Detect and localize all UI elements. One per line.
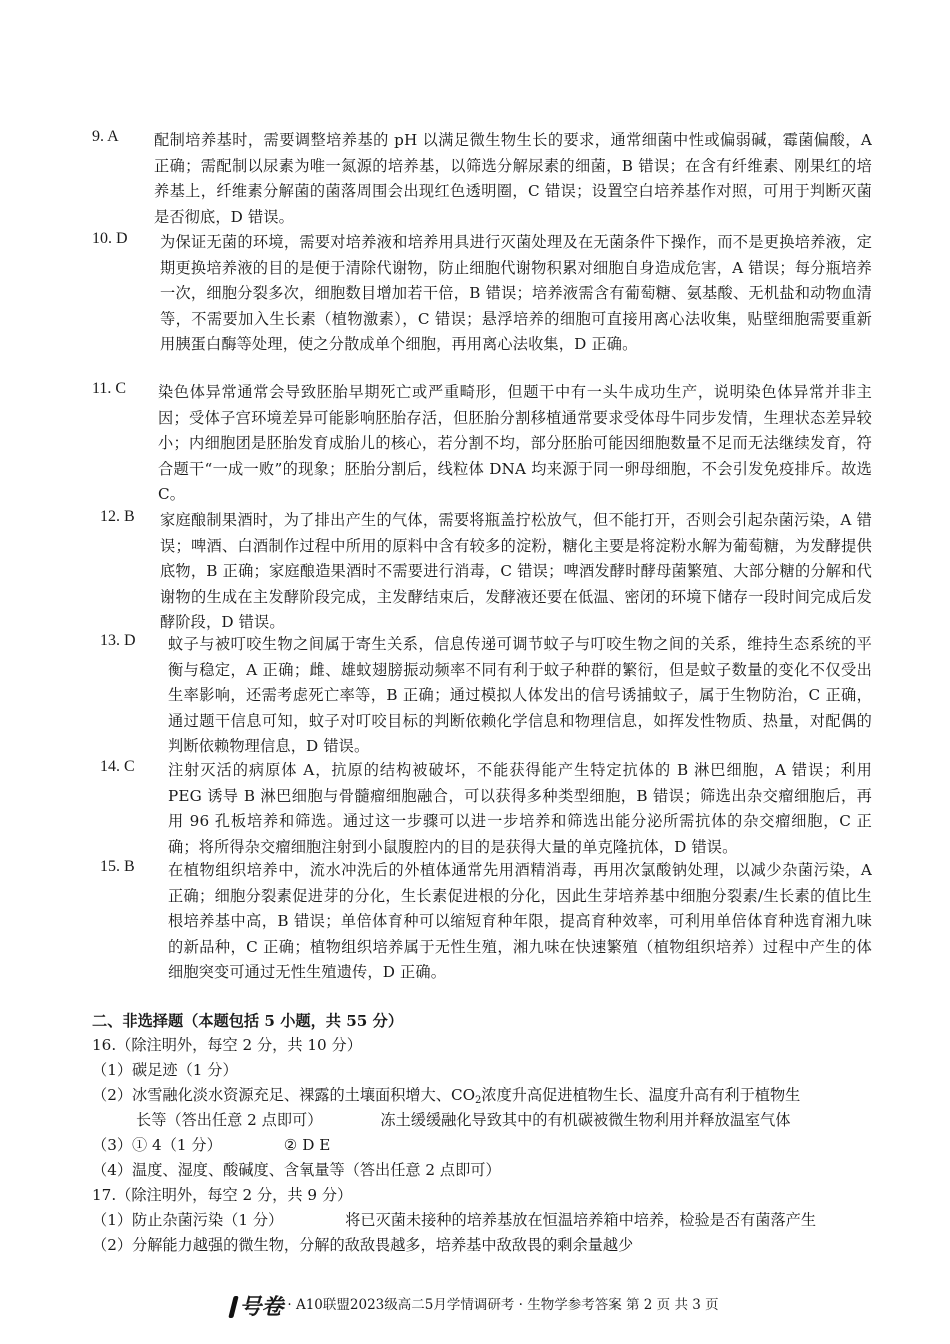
answer-number: 10. D: [92, 230, 128, 247]
q16-part2-line2: [136, 1108, 916, 1134]
logo-mark-icon: [229, 1296, 239, 1318]
answer-number: 12. B: [100, 508, 135, 525]
page-footer: [0, 1290, 950, 1321]
answer-11: [92, 380, 872, 508]
q17-part1: [92, 1208, 872, 1234]
answer-explanation: 蚊子与被叮咬生物之间属于寄生关系，信息传递可调节蚊子与叮咬生物之间的关系，维持生态系统的平衡与稳定，A 正确；雌、雄蚊翅膀振动频率不同有利于蚊子种群的繁衍，但是蚊子数量的变化不仅受出生率影响，还需考虑死亡率等，B 正确；通过模拟人体发出的信号诱捕蚊子，属于生物防治，C 正确，通过题干信息可知，蚊子对叮咬目标的判断依赖化学信息和物理信息，如挥发性物质、热量，对配偶的判断依赖物理信息，D 错误。: [168, 635, 872, 756]
q16-part2-text-b: 浓度升高促进植物生长、温度升高有利于植物生: [481, 1086, 801, 1104]
q16-part4: （4）温度、湿度、酸碱度、含氧量等（答出任意 2 点即可）: [92, 1161, 501, 1179]
q16-part3-a: （3）① 4（1 分）: [92, 1136, 222, 1154]
brand-logo: [231, 1290, 283, 1321]
answer-12: [92, 508, 872, 636]
q16-part3-b: ② D E: [283, 1136, 331, 1154]
q16-part3: [92, 1133, 872, 1159]
answer-explanation: 家庭酿制果酒时，为了排出产生的气体，需要将瓶盖拧松放气，但不能打开，否则会引起杂菌污染，A 错误；啤酒、白酒制作过程中所用的原料中含有较多的淀粉，糖化主要是将淀粉水解为葡萄糖，为发酵提供底物，B 正确；家庭酿造果酒时不需要进行消毒，C 错误；啤酒发酵时酵母菌繁殖、大部分糖的分解和代谢物的生成在主发酵阶段完成，主发酵结束后，发酵液还要在低温、密闭的环境下储存一段时间完成后发酵阶段，D 错误。: [160, 511, 872, 632]
answer-explanation: 为保证无菌的环境，需要对培养液和培养用具进行灭菌处理及在无菌条件下操作，而不是更换培养液，定期更换培养液的目的是便于清除代谢物，防止细胞代谢物积累对细胞自身造成危害，A 错误；每分瓶培养一次，细胞分裂多次，细胞数目增加若干倍，B 错误；培养液需含有葡萄糖、氨基酸、无机盐和动物血清等，不需要加入生长素（植物激素），C 错误；悬浮培养的细胞可直接用离心法收集，贴壁细胞需要重新用胰蛋白酶等处理，使之分散成单个细胞，再用离心法收集，D 正确。: [160, 233, 872, 354]
q16-part1: （1）碳足迹（1 分）: [92, 1061, 238, 1079]
q17-title: 17.（除注明外，每空 2 分，共 9 分）: [92, 1186, 353, 1204]
logo-text: 号卷: [239, 1294, 284, 1320]
section-heading: 二、非选择题（本题包括 5 小题，共 55 分）: [92, 1012, 404, 1030]
q17-part2: （2）分解能力越强的微生物，分解的敌敌畏越多，培养基中敌敌畏的剩余量越少: [92, 1236, 634, 1254]
answer-14: [92, 758, 872, 860]
answer-explanation: 在植物组织培养中，流水冲洗后的外植体通常先用酒精消毒，再用次氯酸钠处理，以减少杂菌污染，A 正确；细胞分裂素促进芽的分化，生长素促进根的分化，因此生芽培养基中细胞分裂素/生长素的值比生根培养基中高，B 错误；单倍体育种可以缩短育种年限，提高育种效率，可利用单倍体育种选育湘九味的新品种，C 正确；植物组织培养属于无性生殖，湘九味在快速繁殖（植物组织培养）过程中产生的体细胞突变可通过无性生殖遗传，D 正确。: [168, 861, 872, 982]
co2-subscript: 2: [475, 1095, 482, 1106]
answer-15: [92, 858, 872, 986]
q17-part1-b: 将已灭菌未接种的培养基放在恒温培养箱中培养，检验是否有菌落产生: [345, 1211, 817, 1229]
q16-part2-text-a: （2）冰雪融化淡水资源充足、裸露的土壤面积增大、CO: [92, 1086, 476, 1104]
answer-explanation: 注射灭活的病原体 A，抗原的结构被破坏，不能获得能产生特定抗体的 B 淋巴细胞，A 错误；利用 PEG 诱导 B 淋巴细胞与骨髓瘤细胞融合，可以获得多种类型细胞，B 错误；筛选出杂交瘤细胞后，再用 96 孔板培养和筛选。通过这一步骤可以进一步培养和筛选出能分泌所需抗体的杂交瘤细胞，C 正确；将所得杂交瘤细胞注射到小鼠腹腔内的目的是获得大量的单克隆抗体，D 错误。: [168, 761, 872, 856]
answer-explanation: 配制培养基时，需要调整培养基的 pH 以满足微生物生长的要求，通常细菌中性或偏弱碱，霉菌偏酸，A 正确；需配制以尿素为唯一氮源的培养基，以筛选分解尿素的细菌，B 错误；在含有纤维素、刚果红的培养基上，纤维素分解菌的菌落周围会出现红色透明圈，C 错误；设置空白培养基作对照，可用于判断灭菌是否彻底，D 错误。: [154, 131, 872, 226]
answer-explanation: 染色体异常通常会导致胚胎早期死亡或严重畸形，但题干中有一头牛成功生产，说明染色体异常并非主因；受体子宫环境差异可能影响胚胎存活，但胚胎分割移植通常要求受体母牛同步发情，生理状态差异较小；内细胞团是胚胎发育成胎儿的核心，若分割不均，部分胚胎可能因细胞数量不足而无法继续发育，符合题干“一成一败”的现象；胚胎分割后，线粒体 DNA 均来源于同一卵母细胞，不会引发免疫排斥。故选 C。: [158, 383, 872, 504]
answer-number: 9. A: [92, 128, 119, 145]
q16-part2-text-d: 冻土缓缓融化导致其中的有机碳被微生物利用并释放温室气体: [380, 1111, 791, 1129]
answer-9: [92, 128, 872, 230]
q16-part2-text-c: 长等（答出任意 2 点即可）: [136, 1111, 323, 1129]
answer-number: 15. B: [100, 858, 135, 875]
q17-part1-a: （1）防止杂菌污染（1 分）: [92, 1211, 284, 1229]
answer-13: [92, 632, 872, 760]
answer-number: 13. D: [100, 632, 136, 649]
answer-number: 14. C: [100, 758, 135, 775]
answer-number: 11. C: [92, 380, 127, 397]
q16-title: 16.（除注明外，每空 2 分，共 10 分）: [92, 1036, 362, 1054]
answer-10: [92, 230, 872, 358]
footer-text: · A10联盟2023级高二5月学情调研考 · 生物学参考答案 第 2 页 共 3 页: [287, 1297, 719, 1313]
